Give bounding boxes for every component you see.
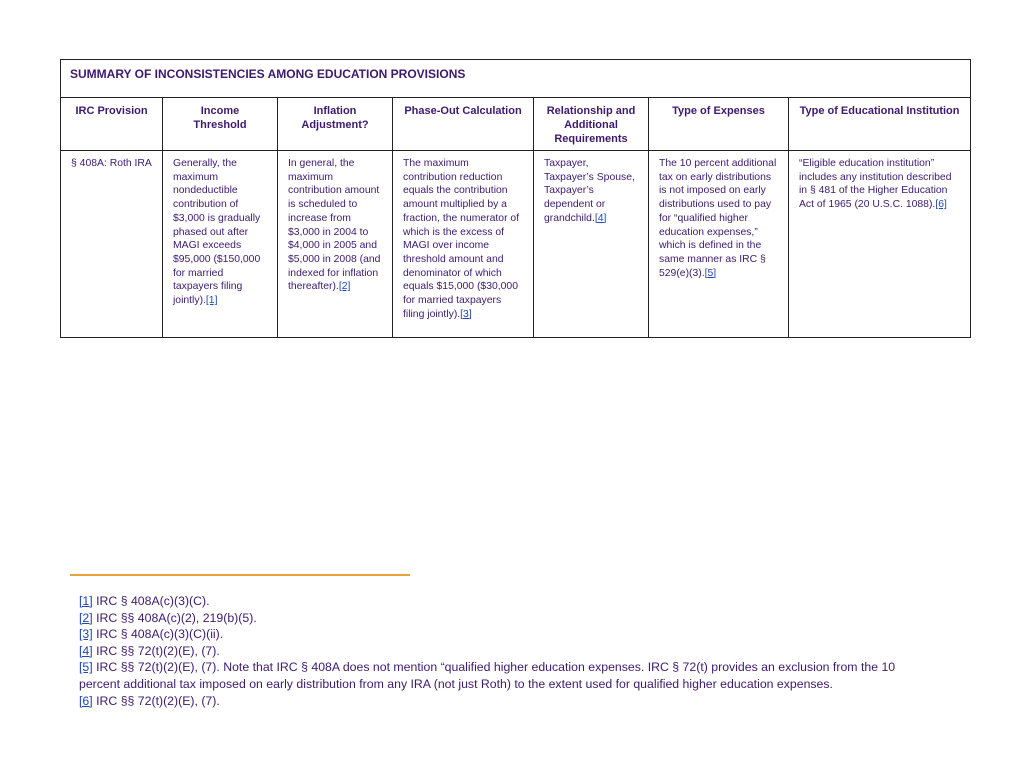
footnote-link-2[interactable]: [2] [338, 281, 351, 293]
footnote-5 [79, 659, 929, 692]
table-title: SUMMARY OF INCONSISTENCIES AMONG EDUCATION PROVISIONS [61, 60, 971, 98]
cell-income-threshold [163, 151, 278, 338]
footnote-link-5[interactable]: [5] [704, 267, 717, 279]
relationship-text: Taxpayer, Taxpayer’s Spouse, Taxpayer’s dependent or grandchild. [544, 158, 635, 224]
footnote-1 [79, 593, 929, 610]
footnote-anchor-2[interactable]: [2] [79, 610, 93, 625]
footnote-anchor-3[interactable]: [3] [79, 627, 93, 642]
footnote-link-3[interactable]: [3] [460, 308, 472, 320]
header-type-of-institution: Type of Educational Institution [789, 98, 971, 151]
provision-text: § 408A: Roth IRA [71, 158, 152, 169]
footnote-anchor-6[interactable]: [6] [79, 693, 93, 708]
footnote-anchor-5[interactable]: [5] [79, 660, 93, 675]
header-type-of-expenses: Type of Expenses [649, 98, 789, 151]
cell-provision [61, 151, 163, 338]
footnote-text-4: IRC §§ 72(t)(2)(E), (7). [92, 643, 220, 658]
cell-relationship [534, 151, 649, 338]
header-irc-provision: IRC Provision [61, 98, 163, 151]
cell-inflation [278, 151, 393, 338]
cell-institution [789, 151, 971, 338]
footnote-link-6[interactable]: [6] [935, 199, 947, 211]
footnote-text-3: IRC § 408A(c)(3)(C)(ii). [92, 627, 224, 642]
footnote-text-5: IRC §§ 72(t)(2)(E), (7). Note that IRC § 408A does not mention “qualified higher education expenses. IRC § 72(t) provides an exclusion from the 10 percent additional tax imposed on early distribution from any IRA (not just Roth) to the extent used for qualified higher education expenses. [79, 660, 896, 691]
institution-text: “Eligible education institution” includes any institution described in § 481 of the Higher Education Act of 1965 (20 U.S.C. 1088). [799, 158, 952, 211]
expenses-text: The 10 percent additional tax on early distributions is not imposed on early distributions used to pay for “qualified higher education expenses,” which is defined in the same manner as IRC § 529(e)(3). [659, 158, 777, 279]
footnote-2 [79, 610, 929, 627]
footnote-3 [79, 626, 929, 643]
footnote-link-4[interactable]: [4] [594, 212, 607, 224]
footnote-separator [70, 574, 410, 576]
footnote-anchor-4[interactable]: [4] [79, 643, 93, 658]
footnote-text-2: IRC §§ 408A(c)(2), 219(b)(5). [92, 610, 257, 625]
footnote-link-1[interactable]: [1] [205, 295, 218, 307]
header-income-threshold: Income Threshold [163, 98, 278, 151]
footnote-6 [79, 693, 929, 710]
cell-phaseout [393, 151, 534, 338]
title-row [61, 60, 971, 98]
phaseout-text: The maximum contribution reduction equals the contribution amount multiplied by a fraction, the numerator of which is the excess of MAGI over income threshold amount and denominator of which equals $15,000 ($30,000 for married taxpayers filing jointly). [403, 158, 520, 320]
summary-table [60, 59, 971, 338]
footnote-anchor-1[interactable]: [1] [79, 594, 93, 608]
footnote-4 [79, 643, 929, 660]
inflation-text: In general, the maximum contribution amount is scheduled to increase from $3,000 in 2004 to $4,000 in 2005 and $5,000 in 2008 (and indexed for inflation thereafter). [288, 158, 381, 293]
cell-expenses [649, 151, 789, 338]
header-phase-out-calculation: Phase-Out Calculation [393, 98, 534, 151]
header-relationship: Relationship and Additional Requirements [534, 98, 649, 151]
header-inflation-adjustment: Inflation Adjustment? [278, 98, 393, 151]
table-row [61, 151, 971, 338]
income-threshold-text: Generally, the maximum nondeductible contribution of $3,000 is gradually phased out after MAGI exceeds $95,000 ($150,000 for married taxpayers filing jointly). [173, 158, 261, 307]
footnotes [79, 593, 929, 709]
footnote-text-6: IRC §§ 72(t)(2)(E), (7). [92, 693, 220, 708]
footnote-text-1: IRC § 408A(c)(3)(C). [92, 594, 210, 608]
header-row [61, 98, 971, 151]
